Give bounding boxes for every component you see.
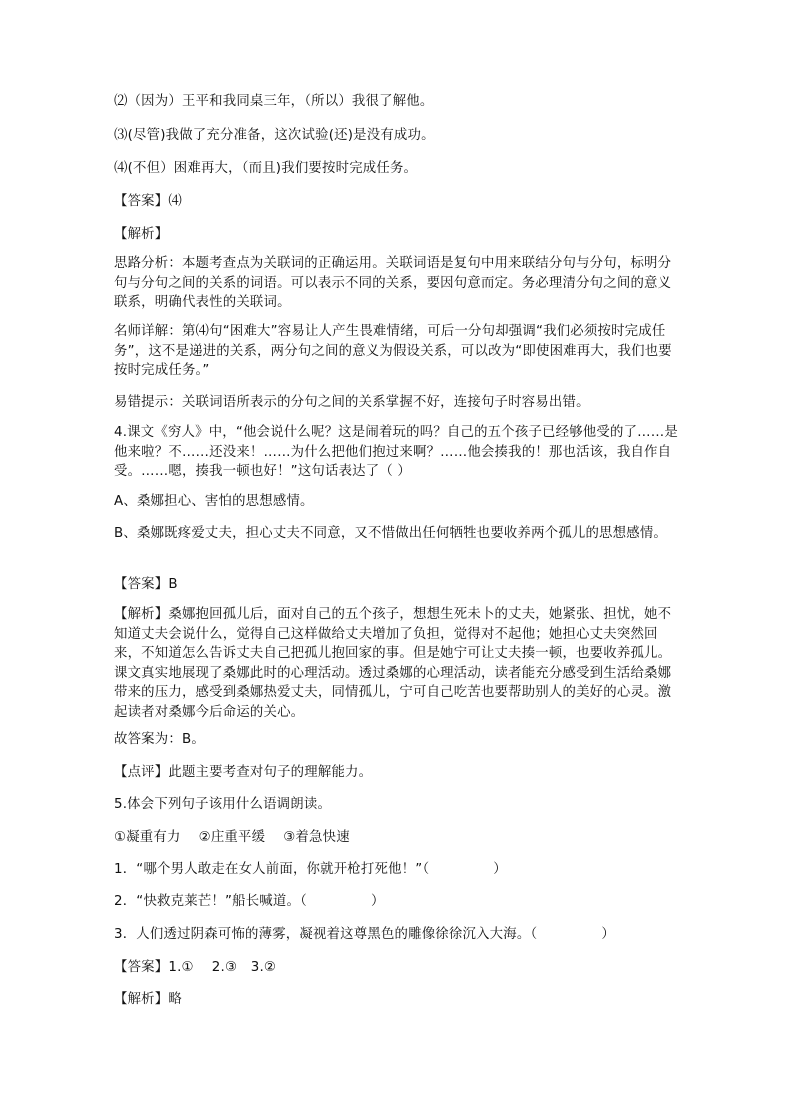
q5-sentence-3-close: ） — [601, 927, 615, 942]
q5-sentence-1-text: 1．“哪个男人敢走在女人前面，你就开枪打死他！”（ — [114, 862, 430, 877]
q3-thinking-text: 思路分析：本题考查点为关联词的正确运用。关联词语是复句中用来联结分句与分句，标明分句与分句之间的关系的词语。可以表示不同的关系，要因句意而定。务必理清分句之间的意义联系，明确代表性的关联词。 — [114, 256, 672, 310]
q3-analysis-label: 【解析】 — [114, 227, 169, 242]
q5-answer: 【答案】1.① 2.③ 3.② — [114, 960, 277, 975]
q4-final-answer: 故答案为：B。 — [114, 732, 205, 747]
q4-option-b — [114, 524, 680, 544]
q5-options: ①凝重有力 ②庄重平缓 ③着急快速 — [114, 830, 350, 845]
q4-comment: 【点评】此题主要考查对句子的理解能力。 — [114, 765, 373, 780]
q4-answer: 【答案】B — [114, 577, 178, 592]
q3-item-4: ⑷(不但）困难再大，（而且)我们要按时完成任务。 — [114, 161, 418, 176]
q3-error-tip: 易错提示：关联词语所表示的分句之间的关系掌握不好，连接句子时容易出错。 — [114, 395, 590, 410]
q3-answer: 【答案】⑷ — [114, 194, 182, 209]
q3-item-3: ⑶(尽管)我做了充分准备，这次试验(还)是没有成功。 — [114, 128, 435, 143]
q4-analysis — [114, 605, 680, 722]
q4-analysis-text: 【解析】桑娜抱回孤儿后，面对自己的五个孩子，想想生死未卜的丈夫，她紧张、担忧，她不知道丈夫会说什么，觉得自己这样做给丈夫增加了负担，觉得对不起他；她担心丈夫突然回来，不知道怎么告诉丈夫自己把孤儿抱回家的事。但是她宁可让丈夫揍一顿，也要收养孤儿。课文真实地展现了桑娜此时的心理活动。透过桑娜的心理活动，读者能充分感受到生活给桑娜带来的压力，感受到桑娜热爱丈夫，同情孤儿，宁可自己吃苦也要帮助别人的美好的心灵。激起读者对桑娜今后命运的关心。 — [114, 607, 672, 720]
q4-stem — [114, 423, 680, 482]
q5-sentence-3 — [114, 925, 615, 945]
q3-teacher-explanation — [114, 322, 680, 381]
q5-stem: 5.体会下列句子该用什么语调朗读。 — [114, 797, 332, 812]
q4-option-a: A、桑娜担心、害怕的思想感情。 — [114, 494, 314, 509]
q3-teacher-text: 名师详解：第⑷句“困难大”容易让人产生畏难情绪，可后一分句却强调“我们必须按时完成任务”，这不是递进的关系，两分句之间的意义为假设关系，可以改为“即使困难再大，我们也要按时完成任务。” — [114, 324, 672, 378]
q4-option-b-text: B、桑娜既疼爱丈夫，担心丈夫不同意，又不惜做出任何牺牲也要收养两个孤儿的思想感情。 — [114, 526, 668, 541]
q3-thinking-analysis — [114, 254, 680, 313]
q4-stem-text: 4.课文《穷人》中，“他会说什么呢？这是闹着玩的吗？自己的五个孩子已经够他受的了……是他来啦？不……还没来！……为什么把他们抱过来啊？……他会揍我的！那也活该，我自作自受。……嗯，揍我一顿也好！”这句话表达了（ ） — [114, 425, 678, 479]
q5-sentence-3-text: 3．人们透过阴森可怖的薄雾，凝视着这尊黑色的雕像徐徐沉入大海。（ — [114, 927, 538, 942]
q5-sentence-1 — [114, 860, 507, 880]
q5-sentence-1-close: ） — [493, 862, 507, 877]
q5-sentence-2-text: 2．“快救克莱芒！”船长喊道。（ — [114, 894, 307, 909]
q5-sentence-2 — [114, 892, 385, 912]
q5-analysis: 【解析】略 — [114, 992, 182, 1007]
q3-item-2: ⑵（因为）王平和我同桌三年，（所以）我很了解他。 — [114, 94, 434, 109]
q5-sentence-2-close: ） — [370, 894, 385, 909]
